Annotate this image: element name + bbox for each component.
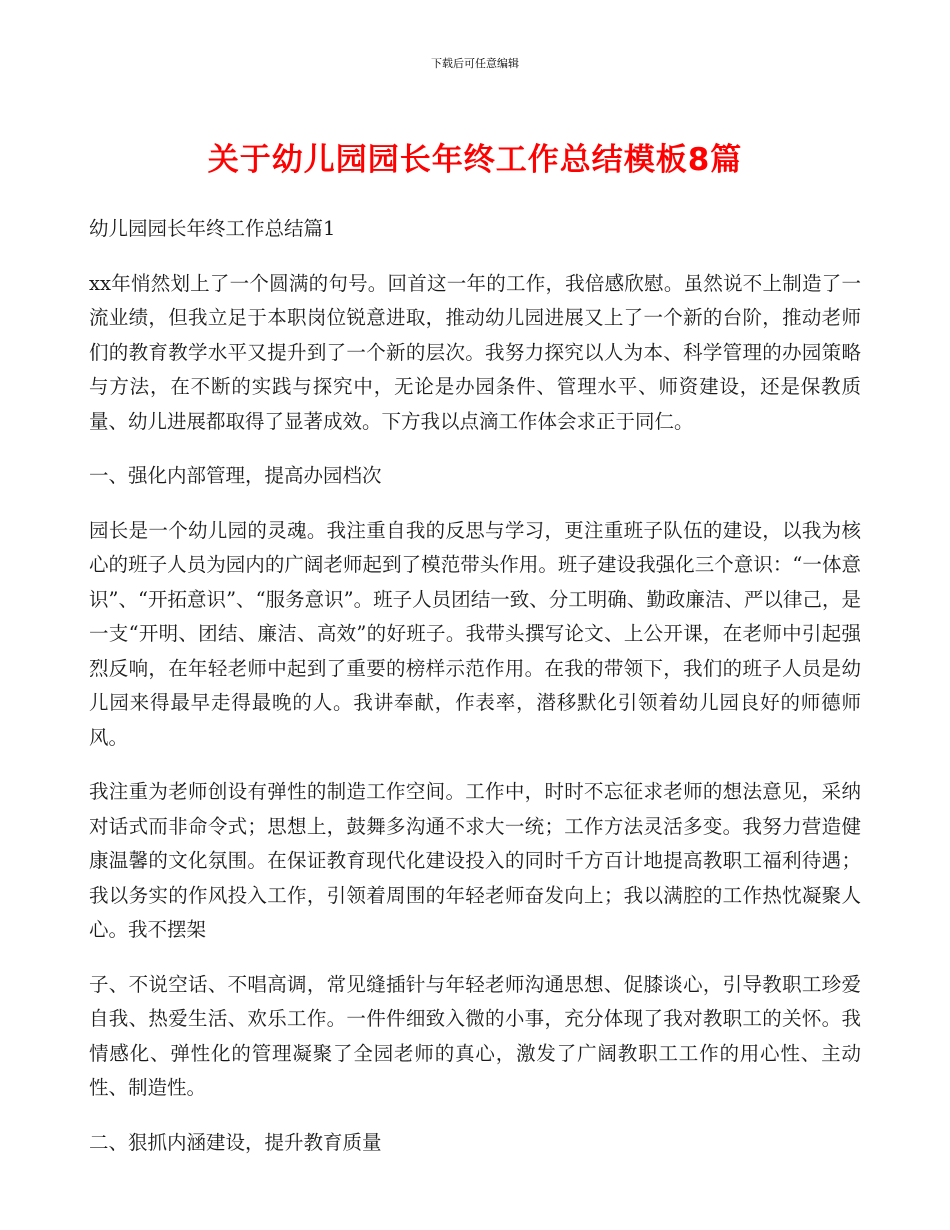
paragraph-intro: xx年悄然划上了一个圆满的句号。回首这一年的工作，我倍感欣慰。虽然说不上制造了一流业绩，但我立足于本职岗位锐意进取，推动幼儿园进展又上了一个新的台阶，推动老师们的教育教学水平又提升到了一个新的层次。我努力探究以人为本、科学管理的办园策略与方法，在不断的实践与探究中，无论是办园条件、管理水平、师资建设，还是保教质量、幼儿进展都取得了显著成效。下方我以点滴工作体会求正于同仁。	[89, 271, 861, 433]
document-body	[89, 212, 861, 1180]
paragraph-work-space: 我注重为老师创设有弹性的制造工作空间。工作中，时时不忘征求老师的想法意见，采纳对话式而非命令式；思想上，鼓舞多沟通不求大一统；工作方法灵活多变。我努力营造健康温馨的文化氛围。在保证教育现代化建设投入的同时千方百计地提高教职工福利待遇；我以务实的作风投入工作，引领着周围的年轻老师奋发向上；我以满腔的工作热忱凝聚人心。我不摆架	[89, 780, 861, 941]
header-note: 下载后可任意编辑	[431, 57, 519, 70]
paragraph-leadership: 园长是一个幼儿园的灵魂。我注重自我的反思与学习，更注重班子队伍的建设，以我为核心的班子人员为园内的广阔老师起到了模范带头作用。班子建设我强化三个意识：“一体意识”、“开拓意识”、“服务意识”。班子人员团结一致、分工明确、勤政廉洁、严以律己，是一支“开明、团结、廉洁、高效”的好班子。我带头撰写论文、上公开课，在老师中引起强烈反响，在年轻老师中起到了重要的榜样示范作用。在我的带领下，我们的班子人员是幼儿园来得最早走得最晚的人。我讲奉献，作表率，潜移默化引领着幼儿园良好的师德师风。	[89, 518, 861, 749]
document-title: 关于幼儿园园长年终工作总结模板8篇	[207, 142, 743, 178]
paragraph-care: 子、不说空话、不唱高调，常见缝插针与年轻老师沟通思想、促膝谈心，引导教职工珍爱自我、热爱生活、欢乐工作。一件件细致入微的小事，充分体现了我对教职工的关怀。我情感化、弹性化的管理凝聚了全园老师的真心，激发了广阔教职工工作的用心性、主动性、制造性。	[89, 972, 861, 1099]
section-title: 幼儿园园长年终工作总结篇1	[89, 217, 336, 240]
heading-internal-management: 一、强化内部管理，提高办园档次	[89, 464, 382, 487]
heading-connotation: 二、狠抓内涵建设，提升教育质量	[89, 1130, 382, 1154]
